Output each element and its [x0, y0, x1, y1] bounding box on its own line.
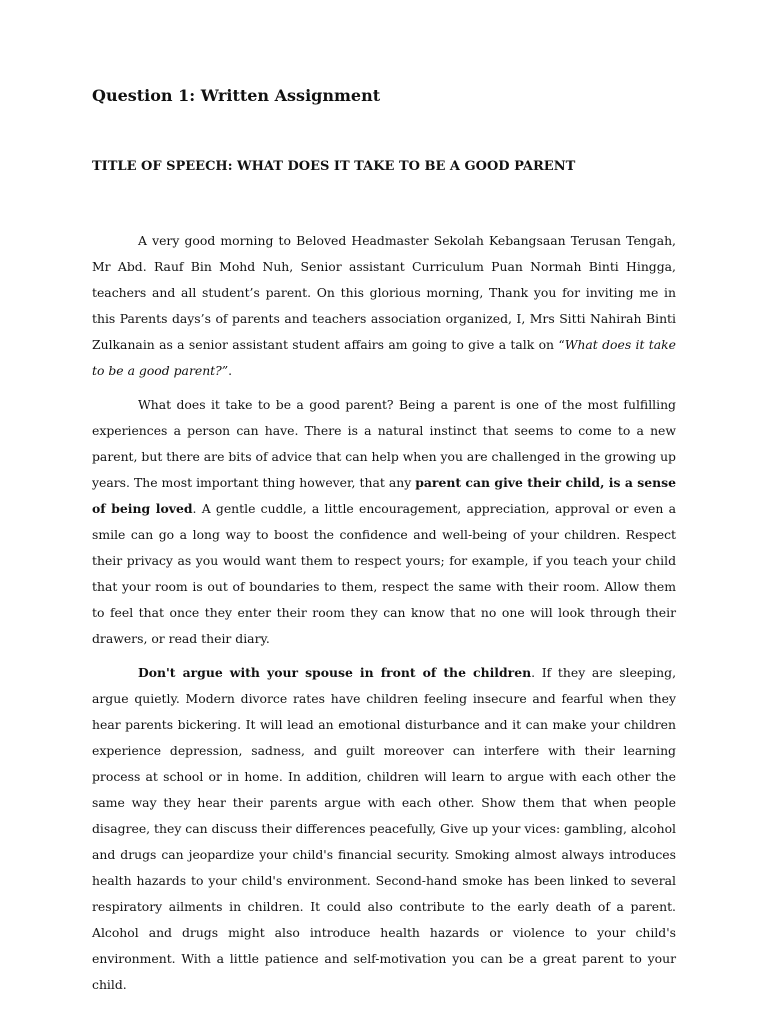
- paragraph-dont-argue-bold: Don't argue with your spouse in front of the children: [138, 665, 532, 680]
- paragraph-good-parent-text-after: . A gentle cuddle, a little encouragement, appreciation, approval or even a smile can go a long way to boost the confidence and well-being of your children. Respect their privacy as you would want them to respect yours; for example, if you teach your child that your room is out of boundaries to them, respect the same with their room. Allow them to feel that once they enter their room they can know that no one will look through their drawers, or read their diary.: [92, 501, 677, 646]
- paragraph-good-parent-bold: parent can give their child, is a sense of being loved: [92, 475, 676, 516]
- speech-title: TITLE OF SPEECH: WHAT DOES IT TAKE TO BE A GOOD PARENT: [92, 159, 576, 174]
- paragraph-greeting: [92, 228, 676, 384]
- paragraph-good-parent: [92, 392, 676, 652]
- assignment-heading: Question 1: Written Assignment: [92, 86, 381, 105]
- speech-body: [92, 228, 676, 1006]
- paragraph-dont-argue-text-after: . If they are sleeping, argue quietly. Modern divorce rates have children feeling insecure and fearful when they hear parents bickering. It will lead an emotional disturbance and it can make your children experience depression, sadness, and guilt moreover can interfere with their learning process at school or in home. In addition, children will learn to argue with each other the same way they hear their parents argue with each other. Show them that when people disagree, they can discuss their differences peacefully, Give up your vices: gambling, alcohol and drugs can jeopardize your child's financial security. Smoking almost always introduces health hazards to your child's environment. Second-hand smoke has been linked to several respiratory ailments in children. It could also contribute to the early death of a parent. Alcohol and drugs might also introduce health hazards or violence to your child's environment. With a little patience and self-motivation you can be a great parent to your child.: [92, 665, 677, 992]
- paragraph-dont-argue: [92, 660, 676, 998]
- paragraph-greeting-italic: What does it take to be a good parent?”: [92, 337, 677, 378]
- paragraph-good-parent-text-before: What does it take to be a good parent? Being a parent is one of the most fulfilling experiences a person can have. There is a natural instinct that seems to come to a new parent, but there are bits of advice that can help when you are challenged in the growing up years. The most important thing however, that any: [92, 397, 676, 490]
- paragraph-greeting-end: .: [228, 363, 233, 378]
- paragraph-greeting-text: A very good morning to Beloved Headmaster Sekolah Kebangsaan Terusan Tengah, Mr Abd. Rauf Bin Mohd Nuh, Senior assistant Curriculum Puan Normah Binti Hingga, teachers and all student’s parent. On this glorious morning, Thank you for inviting me in this Parents days’s of parents and teachers association organized, I, Mrs Sitti Nahirah Binti Zulkanain as a senior assistant student affairs am going to give a talk on “: [92, 233, 676, 352]
